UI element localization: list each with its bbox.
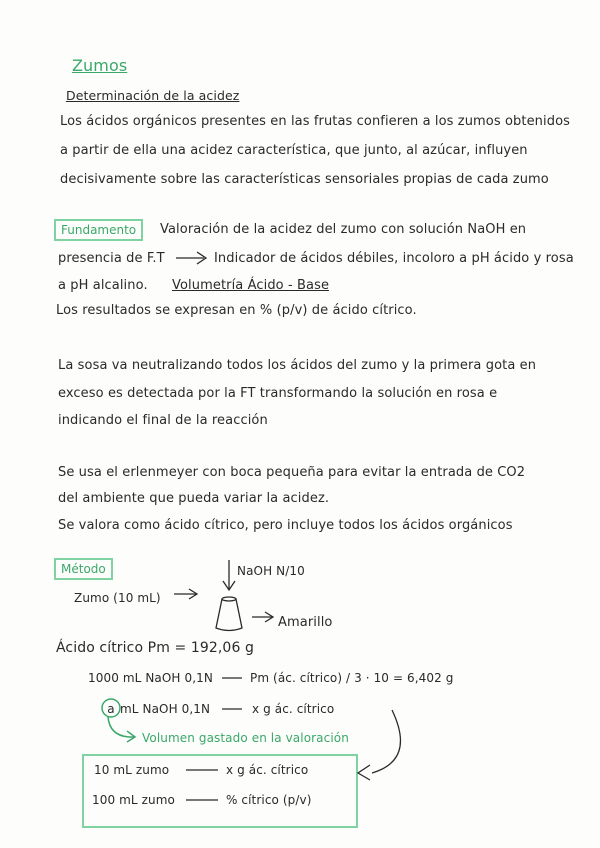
- result-line-1a: 10 mL zumo: [94, 763, 170, 777]
- fundamento-label: Fundamento: [54, 219, 143, 241]
- para3-line-1: Se usa el erlenmeyer con boca pequeña para evitar la entrada de CO2: [58, 465, 526, 480]
- result-line-1b: x g ác. cítrico: [226, 763, 309, 777]
- intro-line-2: a partir de ella una acidez característica, que junto, al azúcar, influyen: [60, 143, 528, 158]
- molar-mass-line: Ácido cítrico Pm = 192,06 g: [56, 640, 254, 656]
- curved-arrow-icon: [108, 717, 135, 742]
- variable-a: a: [107, 702, 115, 716]
- sample-label: Zumo (10 mL): [74, 591, 161, 605]
- fundamento-line-3a: a pH alcalino.: [58, 278, 148, 293]
- calc-line-1a: 1000 mL NaOH 0,1N: [88, 671, 213, 685]
- result-line-2b: % cítrico (p/v): [226, 793, 312, 807]
- section-subtitle: Determinación de la acidez: [66, 88, 240, 103]
- page-title: Zumos: [72, 56, 128, 75]
- highlight-circle: [102, 699, 120, 717]
- para2-line-1: La sosa va neutralizando todos los ácidos del zumo y la primera gota en: [58, 358, 537, 373]
- fundamento-line-4: Los resultados se expresan en % (p/v) de ácido cítrico.: [56, 303, 417, 318]
- fundamento-line-2b: Indicador de ácidos débiles, incoloro a pH ácido y rosa: [214, 251, 574, 266]
- reagent-label: NaOH N/10: [237, 564, 305, 578]
- arrow-right-icon: [174, 589, 197, 599]
- para3-line-2: del ambiente que pueda variar la acidez.: [58, 491, 330, 506]
- intro-line-3: decisivamente sobre las características sensoriales propias de cada zumo: [60, 172, 549, 187]
- arrow-right-icon: [252, 612, 273, 622]
- fundamento-line-1: Valoración de la acidez del zumo con solución NaOH en: [160, 222, 527, 237]
- calc-line-2a: mL NaOH 0,1N: [120, 702, 211, 716]
- erlenmeyer-icon: [216, 597, 242, 631]
- arrow-down-icon: [223, 560, 235, 590]
- fundamento-line-2a: presencia de F.T: [58, 251, 165, 266]
- curved-arrow-icon: [358, 710, 400, 780]
- volume-note: Volumen gastado en la valoración: [142, 731, 349, 745]
- para2-line-2: exceso es detectada por la FT transformando la solución en rosa e: [58, 386, 498, 401]
- metodo-label: Método: [54, 558, 113, 580]
- intro-line-1: Los ácidos orgánicos presentes en las frutas confieren a los zumos obtenidos: [60, 114, 570, 129]
- calc-line-1b: Pm (ác. cítrico) / 3 · 10 = 6,402 g: [250, 671, 454, 685]
- para2-line-3: indicando el final de la reacción: [58, 413, 268, 428]
- result-color-label: Amarillo: [278, 615, 333, 630]
- arrow-right-icon: [176, 252, 206, 264]
- fundamento-line-3b: Volumetría Ácido - Base: [172, 278, 330, 293]
- calc-line-2b: x g ác. cítrico: [252, 702, 335, 716]
- result-line-2a: 100 mL zumo: [92, 793, 175, 807]
- para3-line-3: Se valora como ácido cítrico, pero incluye todos los ácidos orgánicos: [58, 518, 513, 533]
